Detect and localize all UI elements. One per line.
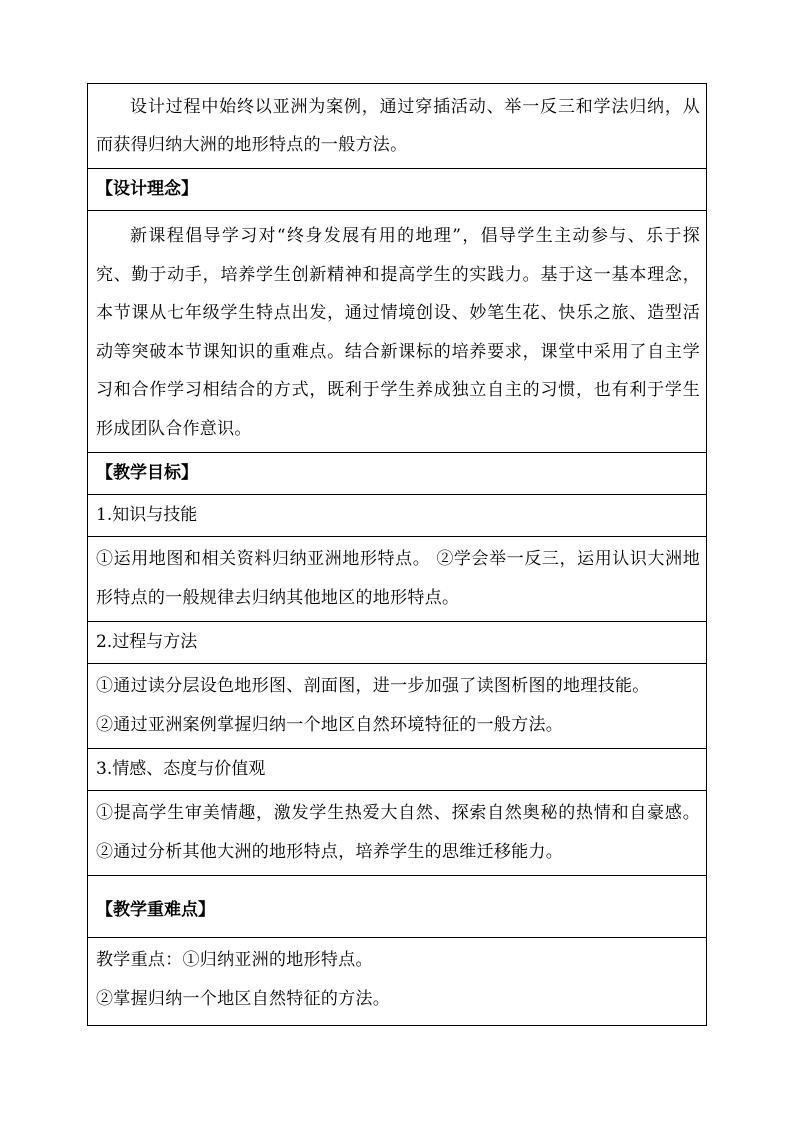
- design-concept-header-row: [88, 169, 706, 211]
- intro-row: [88, 84, 706, 169]
- process-methods-label-row: [88, 622, 706, 664]
- key-difficult-points-heading: 【教学重难点】: [96, 900, 215, 920]
- emotion-values-label: 3.情感、态度与价值观: [96, 759, 266, 779]
- design-concept-paragraph: 新课程倡导学习对“终身发展有用的地理”，倡导学生主动参与、乐于探究、勤于动手，培养学生创新精神和提高学生的实践力。基于这一基本理念，本节课从七年级学生特点出发，通过情境创设、妙笔生花、快乐之旅、造型活动等突破本节课知识的重难点。结合新课标的培养要求，课堂中采用了自主学习和合作学习相结合的方式，既利于学生养成独立自主的习惯，也有利于学生形成团队合作意识。: [96, 226, 700, 439]
- teaching-goals-heading: 【教学目标】: [96, 463, 198, 483]
- process-methods-label: 2.过程与方法: [96, 632, 198, 652]
- knowledge-skills-label: 1.知识与技能: [96, 505, 198, 525]
- knowledge-skills-label-row: [88, 495, 706, 537]
- process-methods-line-2: ②通过亚洲案例掌握归纳一个地区自然环境特征的一般方法。: [96, 715, 564, 735]
- teaching-goals-header-row: [88, 453, 706, 495]
- process-methods-line-1: ①通过读分层设色地形图、剖面图，进一步加强了读图析图的地理技能。: [96, 676, 650, 696]
- key-points-line-1: 教学重点：①归纳亚洲的地形特点。: [96, 950, 373, 970]
- design-concept-heading: 【设计理念】: [96, 179, 198, 199]
- emotion-values-text: ①提高学生审美情趣，激发学生热爱大自然、探索自然奥秘的热情和自豪感。②通过分析其他大洲的地形特点，培养学生的思维迁移能力。: [96, 803, 700, 862]
- knowledge-skills-row: [88, 537, 706, 622]
- process-methods-row: [88, 664, 706, 749]
- emotion-values-row: [88, 791, 706, 876]
- emotion-values-label-row: [88, 749, 706, 791]
- lesson-plan-table: [87, 83, 707, 1026]
- key-difficult-points-header-row: [88, 876, 706, 938]
- intro-paragraph: 设计过程中始终以亚洲为案例，通过穿插活动、举一反三和学法归纳，从而获得归纳大洲的地形特点的一般方法。: [96, 97, 700, 155]
- key-points-row: [88, 938, 706, 1025]
- design-concept-row: [88, 211, 706, 453]
- key-points-line-2: ②掌握归纳一个地区自然特征的方法。: [96, 989, 391, 1009]
- knowledge-skills-text: ①运用地图和相关资料归纳亚洲地形特点。 ②学会举一反三，运用认识大洲地形特点的一般规律去归纳其他地区的地形特点。: [96, 549, 700, 608]
